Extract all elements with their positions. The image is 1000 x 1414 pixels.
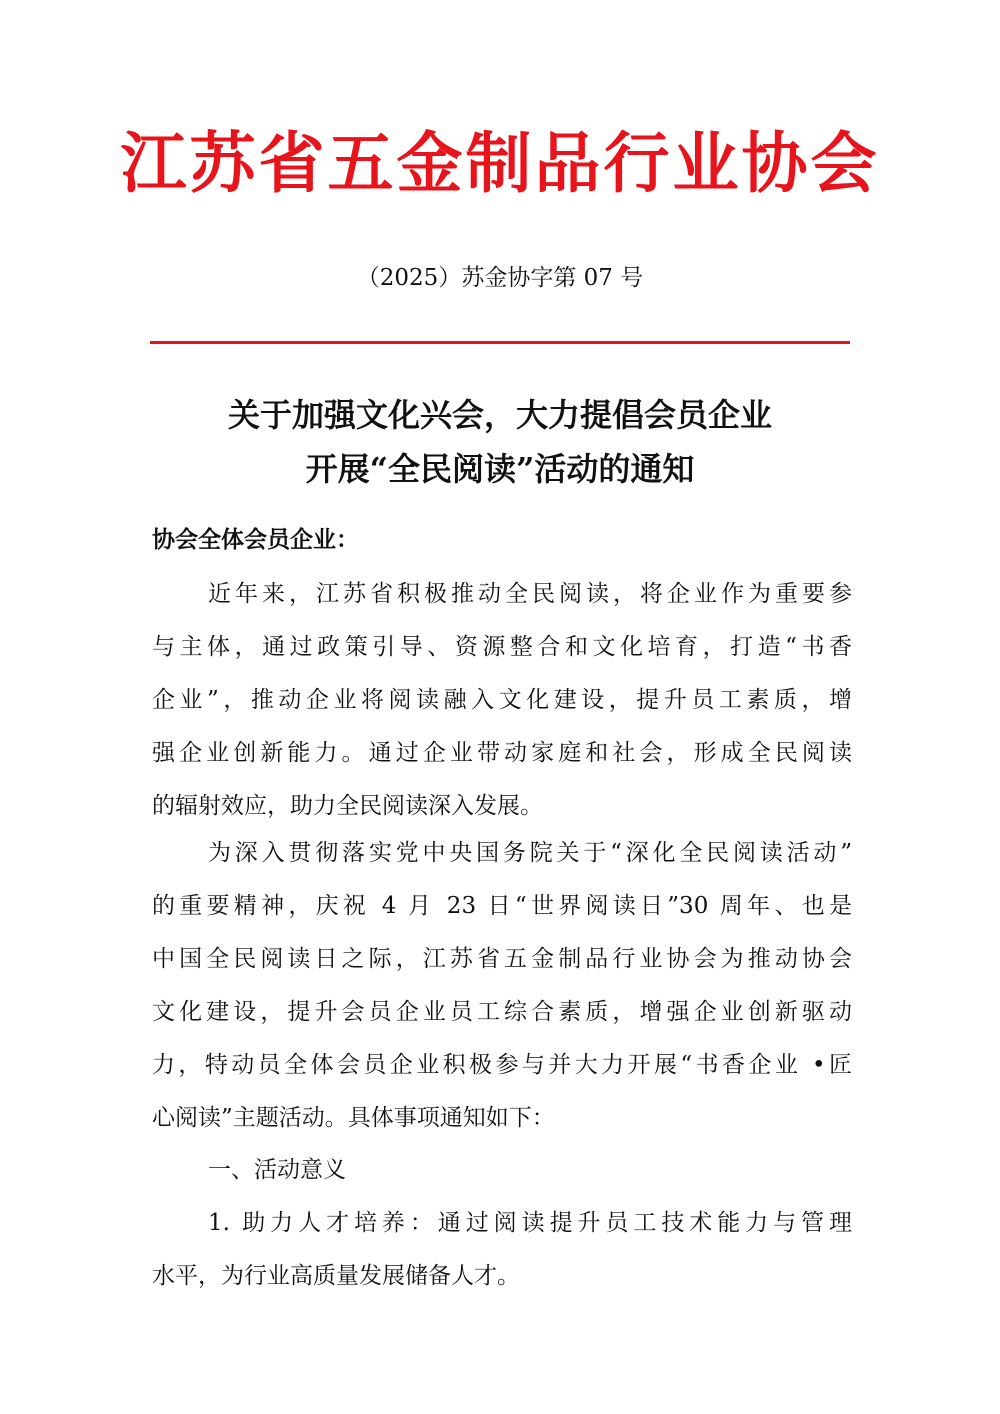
paragraph-line: 近年来，江苏省积极推动全民阅读，将企业作为重要参: [208, 581, 852, 607]
paragraph-line: 强企业创新能力。通过企业带动家庭和社会，形成全民阅读: [152, 740, 852, 766]
list-item-line: 水平，为行业高质量发展储备人才。: [152, 1263, 520, 1289]
list-item-1: [152, 1197, 852, 1303]
paragraph-line: 与主体，通过政策引导、资源整合和文化培育，打造“书香: [152, 634, 852, 660]
paragraph-line: 力，特动员全体会员企业积极参与并大力开展“书香企业 •匠: [152, 1052, 852, 1078]
organization-header: 江苏省五金制品行业协会: [120, 124, 880, 202]
paragraph-line: 企业”，推动企业将阅读融入文化建设，提升员工素质，增: [152, 687, 852, 713]
title-line-1: 关于加强文化兴会，大力提倡会员企业: [227, 396, 772, 434]
paragraph-line: 中国全民阅读日之际，江苏省五金制品行业协会为推动协会: [152, 946, 852, 972]
paragraph-line: 的重要精神，庆祝 4 月 23 日“世界阅读日”30 周年、也是: [152, 893, 852, 919]
document-title: [0, 388, 1000, 496]
paragraph-line: 的辐射效应，助力全民阅读深入发展。: [152, 793, 543, 819]
section-heading-text: 一、活动意义: [208, 1157, 346, 1183]
paragraph-line: 为深入贯彻落实党中央国务院关于“深化全民阅读活动”: [208, 840, 852, 866]
paragraph-1: [152, 568, 852, 833]
document-number: （2025）苏金协字第 07 号: [356, 265, 644, 291]
title-line-2: 开展“全民阅读”活动的通知: [305, 450, 695, 488]
section-heading: [152, 1144, 852, 1197]
list-item-line: 1. 助力人才培养：通过阅读提升员工技术能力与管理: [208, 1210, 852, 1236]
paragraph-line: 心阅读”主题活动。具体事项通知如下：: [152, 1105, 555, 1131]
salutation: 协会全体会员企业：: [152, 526, 359, 553]
red-divider-line: [150, 341, 850, 344]
paragraph-line: 文化建设，提升会员企业员工综合素质，增强企业创新驱动: [152, 999, 852, 1025]
paragraph-2: [152, 827, 852, 1145]
